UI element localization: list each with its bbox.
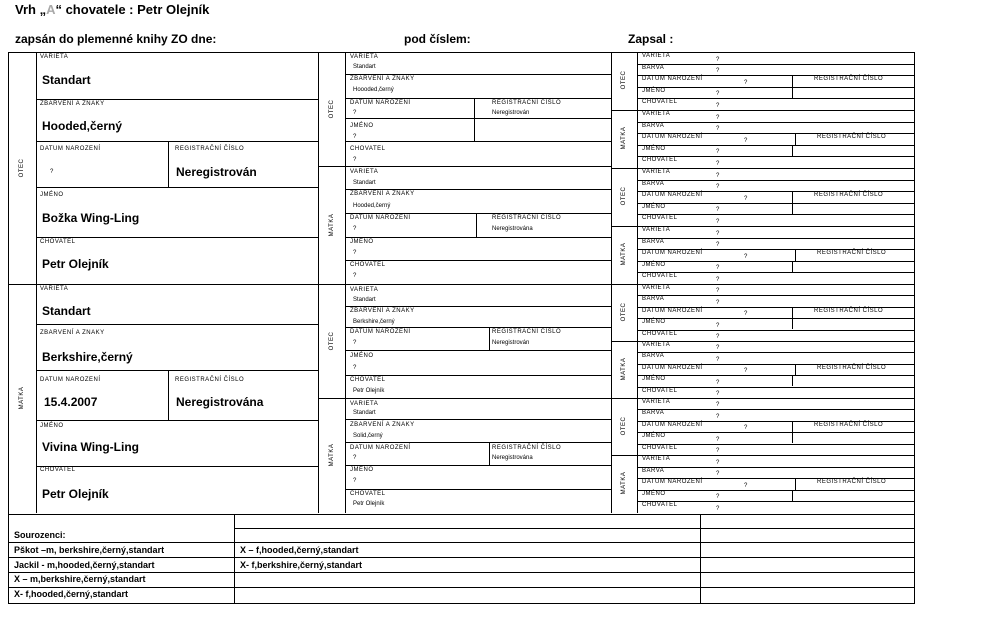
matka-datum: 15.4.2007 xyxy=(44,395,98,409)
sibling-row: Jackil - m,hooded,černý,standart xyxy=(14,560,155,570)
gen3-otec-label: OTEC xyxy=(621,416,627,435)
sibling-row: X – f,hooded,černý,standart xyxy=(240,545,359,555)
otec-jmeno: Božka Wing-Ling xyxy=(42,211,140,225)
litter-title: Vrh „A“ chovatele : Petr Olejník xyxy=(15,2,210,17)
gen3-otec-label: OTEC xyxy=(621,70,627,90)
matka-reg: Neregistrována xyxy=(176,395,264,409)
gen3-matka-label: MATKA xyxy=(621,471,627,495)
otec-varieta: Standart xyxy=(42,73,91,87)
gen3-matka-label: MATKA xyxy=(621,242,627,266)
matka-chovatel: Petr Olejník xyxy=(42,487,109,501)
otec-side-label: OTEC xyxy=(19,158,25,178)
sibling-row: X – m,berkshire,černý,standart xyxy=(14,574,146,584)
zapsan-label: zapsán do plemenné knihy ZO dne: xyxy=(15,32,217,46)
otec-zbarveni: Hooded,černý xyxy=(42,119,123,133)
pod-cislem-label: pod číslem: xyxy=(404,32,471,46)
sibling-row: Pškot –m, berkshire,černý,standart xyxy=(14,545,165,555)
matka-jmeno: Vivina Wing-Ling xyxy=(42,440,140,454)
sibling-row: X- f,berkshire,černý,standart xyxy=(240,560,363,570)
siblings-title: Sourozenci: xyxy=(14,530,66,540)
gen3-matka-label: MATKA xyxy=(621,126,627,150)
zapsal-label: Zapsal : xyxy=(628,32,674,46)
otec-reg: Neregistrován xyxy=(176,165,257,179)
gen3-matka-label: MATKA xyxy=(621,357,627,380)
otec-datum: ? xyxy=(50,169,54,175)
gen3-otec-label: OTEC xyxy=(621,302,627,321)
matka-zbarveni: Berkshire,černý xyxy=(42,350,133,364)
matka-side-label: MATKA xyxy=(19,386,25,410)
gen3-otec-label: OTEC xyxy=(621,186,627,206)
matka-varieta: Standart xyxy=(42,304,91,318)
otec-chovatel: Petr Olejník xyxy=(42,257,109,271)
sibling-row: X- f,hooded,černý,standart xyxy=(14,589,129,599)
